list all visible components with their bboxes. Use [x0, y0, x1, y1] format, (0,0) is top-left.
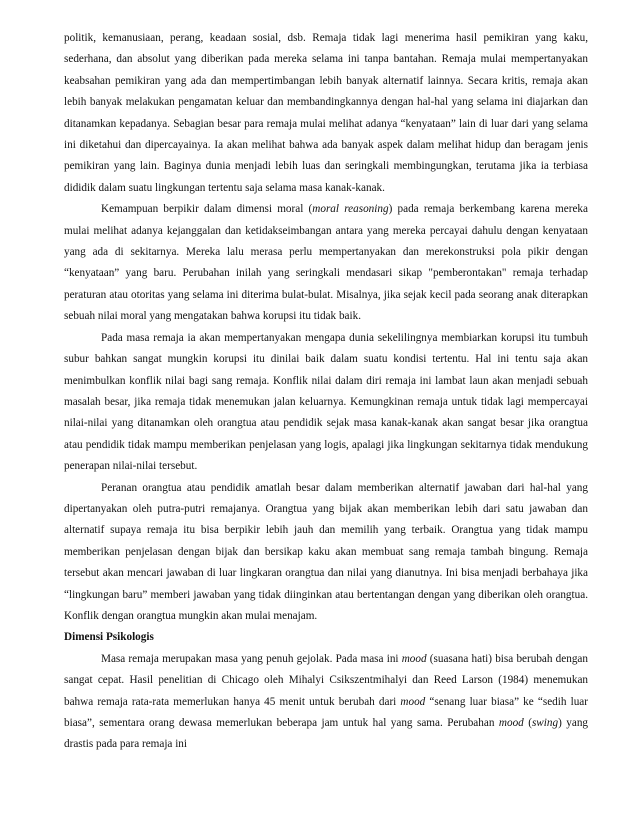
text-segment: politik, kemanusiaan, perang, keadaan sosial, dsb. Remaja tidak lagi menerima hasil pemikiran yang kaku, sederhana, dan absolut yang diberikan pada mereka selama ini tanpa bantahan. Remaja mulai mempertanyakan keabsahan pemikiran yang ada dan mempertimbangan lebih banyak alternatif lainnya. Secara kritis, remaja akan lebih banyak melakukan pengamatan keluar dan membandingkannya dengan hal-hal yang selama ini diajarkan dan ditanamkan kepadanya. Sebagian besar para remaja mulai melihat adanya “kenyataan” lain di luar dari yang selama ini diketahui dan dipercayainya. Ia akan melihat bahwa ada banyak aspek dalam melihat hidup dan beragam jenis pemikiran yang lain. Baginya dunia menjadi lebih luas dan seringkali membingungkan, terutama jika ia terbiasa dididik dalam suatu lingkungan tertentu saja selama masa kanak-kanak.: [64, 32, 588, 194]
text-segment: Pada masa remaja ia akan mempertanyakan mengapa dunia sekelilingnya membiarkan korupsi itu tumbuh subur bahkan sangat mungkin korupsi itu dinilai baik dalam suatu kondisi tertentu. Hal ini tentu saja akan menimbulkan konflik nilai bagi sang remaja. Konflik nilai dalam diri remaja ini lambat laun akan menjadi sebuah masalah besar, jika remaja tidak menemukan jalan keluarnya. Kemungkinan remaja untuk tidak lagi mempercayai nilai-nilai yang ditanamkan oleh orangtua atau pendidik sejak masa kanak-kanak akan sangat besar jika orangtua atau pendidik tidak mampu memberikan penjelasan yang logis, apalagi jika lingkungan sekitarnya tidak mendukung penerapan nilai-nilai tersebut.: [64, 331, 588, 473]
text-segment: Masa remaja merupakan masa yang penuh gejolak. Pada masa ini: [101, 652, 402, 665]
italic-term: mood: [401, 652, 427, 665]
italic-term: mood: [498, 717, 524, 729]
text-segment: (: [523, 717, 532, 729]
italic-term: moral reasoning: [312, 203, 389, 216]
italic-term: swing: [531, 717, 559, 729]
text-segment: ) yang drastis pada para remaja ini: [64, 717, 589, 751]
paragraph-2: [64, 199, 588, 327]
italic-term: mood: [400, 695, 426, 708]
text-segment: Peranan orangtua atau pendidik amatlah besar dalam memberikan alternatif jawaban dari hal-hal yang dipertanyakan oleh putra-putri remajanya. Orangtua yang bijak akan memberikan lebih dari satu jawaban dan alternatif supaya remaja itu bisa berpikir lebih jauh dan memilih yang terbaik. Orangtua yang tidak mampu memberikan penjelasan dengan bijak dan bersikap kaku akan membuat sang remaja tambah bingung. Remaja tersebut akan mencari jawaban di luar lingkaran orangtua dan nilai yang dianutnya. Ini bisa menjadi berbahaya jika “lingkungan baru” memberi jawaban yang tidak diinginkan atau bertentangan dengan yang diberikan oleh orangtua. Konflik dengan orangtua mungkin akan mulai menajam.: [64, 481, 588, 622]
paragraph-3: [64, 328, 588, 478]
paragraph-4: [64, 478, 588, 628]
document-page: [64, 28, 588, 756]
text-segment: (suasana hati) bisa berubah dengan sangat cepat. Hasil penelitian di Chicago oleh Mihalyi Csikszentmihalyi dan Reed Larson (1984) menemukan bahwa remaja rata-rata memerlukan hanya 45 menit untuk berubah dari: [64, 652, 588, 708]
text-segment: Kemampuan berpikir dalam dimensi moral (: [101, 203, 313, 216]
text-segment: “senang luar biasa” ke “sedih luar biasa”, sementara orang dewasa memerlukan beberapa jam untuk hal yang sama. Perubahan: [64, 695, 588, 729]
paragraph-1: [64, 28, 588, 199]
paragraph-5: [64, 649, 588, 756]
section-heading: Dimensi Psikologis: [64, 631, 154, 644]
text-segment: ) pada remaja berkembang karena mereka mulai melihat adanya kejanggalan dan ketidakseimbangan antara yang mereka percayai dahulu dengan kenyataan yang ada di sekitarnya. Mereka lalu merasa perlu mempertanyakan dan merekonstruksi pola pikir dengan “kenyataan” yang baru. Perubahan inilah yang seringkali mendasari sikap "pemberontakan" remaja terhadap peraturan atau otoritas yang selama ini diterima bulat-bulat. Misalnya, jika sejak kecil pada seorang anak diterapkan sebuah nilai moral yang mengatakan bahwa korupsi itu tidak baik.: [64, 203, 588, 323]
